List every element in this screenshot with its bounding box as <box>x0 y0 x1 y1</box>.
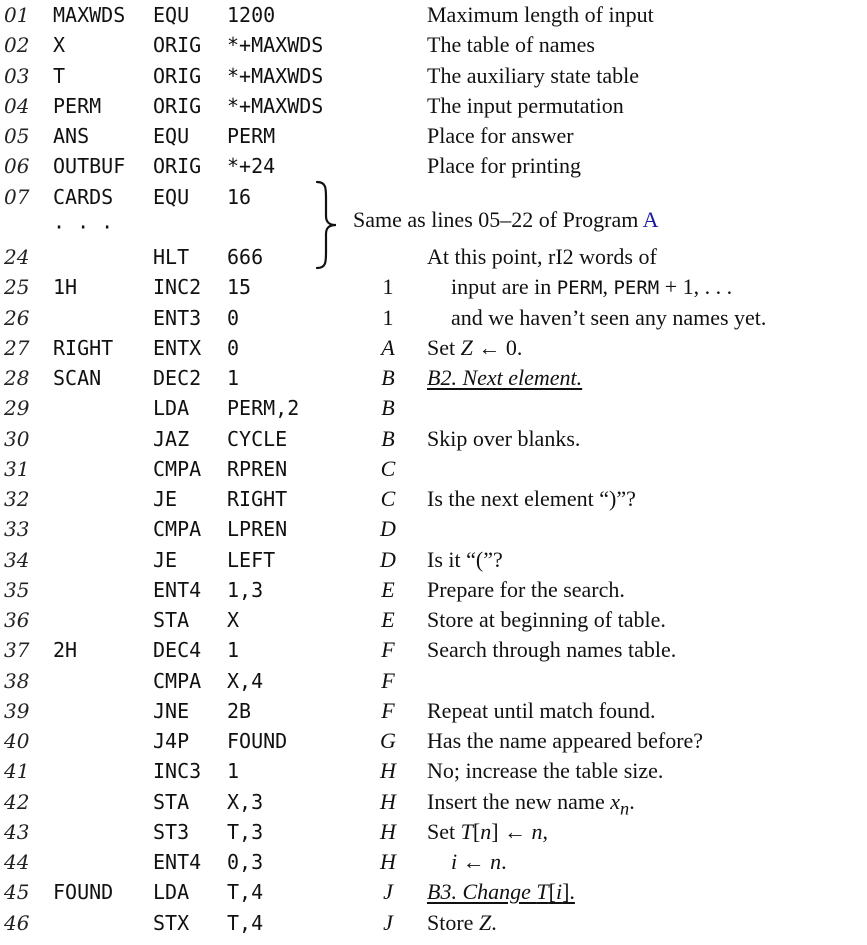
line-comment: Store Z. <box>427 909 497 935</box>
line-comment: input are in PERM, PERM + 1, . . . <box>451 274 733 300</box>
line-address: LEFT <box>227 547 276 572</box>
line-comment: The input permutation <box>427 92 624 118</box>
ellipsis: · · · <box>53 214 114 239</box>
line-opcode: ENT4 <box>153 577 202 602</box>
line-opcode: ORIG <box>153 154 202 179</box>
line-label: FOUND <box>53 880 114 905</box>
line-label: PERM <box>53 93 102 118</box>
line-opcode: LDA <box>153 880 190 905</box>
line-opcode: ORIG <box>153 63 202 88</box>
line-address: PERM <box>227 124 276 148</box>
line-frequency: C <box>380 486 396 511</box>
line-opcode: EQU <box>153 124 190 148</box>
code-line <box>0 726 867 756</box>
line-address: 1 <box>227 638 240 663</box>
line-number: 43 <box>4 819 30 844</box>
code-line <box>0 393 867 423</box>
line-label: RIGHT <box>53 335 114 360</box>
line-frequency: B <box>381 365 395 390</box>
line-label: X <box>53 33 66 58</box>
line-comment: i ← n. <box>451 849 507 874</box>
code-line <box>0 696 867 726</box>
code-line <box>0 877 867 907</box>
line-number: 33 <box>4 517 30 542</box>
line-comment: Search through names table. <box>427 637 677 663</box>
step-heading: B3. Change T[i]. <box>427 879 575 905</box>
line-address: *+MAXWDS <box>227 63 324 88</box>
code-line <box>0 575 867 605</box>
brace-annotation: Same as lines 05–22 of Program A <box>353 207 659 232</box>
line-opcode: STX <box>153 910 190 935</box>
line-address: CYCLE <box>227 426 288 451</box>
code-line <box>0 242 867 272</box>
line-opcode: JNE <box>153 698 190 723</box>
line-frequency: E <box>381 576 395 602</box>
line-number: 35 <box>4 577 30 602</box>
line-number: 39 <box>4 698 30 723</box>
line-address: PERM,2 <box>227 396 300 421</box>
line-number: 30 <box>4 426 30 451</box>
line-number: 27 <box>4 335 30 360</box>
line-frequency: D <box>380 546 396 572</box>
line-number: 41 <box>4 759 30 784</box>
line-address: *+MAXWDS <box>227 93 324 118</box>
line-number: 36 <box>4 608 30 632</box>
line-comment: Insert the new name $x_n$. <box>427 788 635 818</box>
line-label: SCAN <box>53 366 102 390</box>
line-opcode: EQU <box>153 184 190 209</box>
code-line <box>0 847 867 877</box>
line-number: 03 <box>4 63 30 88</box>
line-frequency: G <box>380 728 396 753</box>
line-label: T <box>53 63 66 88</box>
code-line <box>0 787 867 817</box>
line-address: FOUND <box>227 729 288 753</box>
line-address: 1 <box>227 759 240 784</box>
step-heading: B2. Next element. <box>427 365 583 390</box>
line-frequency: B <box>381 395 395 421</box>
line-number: 05 <box>4 124 30 148</box>
line-opcode: CMPA <box>153 456 202 481</box>
line-address: 0,3 <box>227 850 264 874</box>
line-opcode: CMPA <box>153 668 202 693</box>
line-address: X,3 <box>227 789 264 814</box>
line-opcode: ORIG <box>153 33 202 58</box>
line-opcode: STA <box>153 789 190 814</box>
line-opcode: ENT3 <box>153 305 202 330</box>
line-frequency: H <box>380 849 396 874</box>
line-frequency: C <box>380 455 396 481</box>
line-frequency: H <box>380 788 396 814</box>
code-line <box>0 454 867 484</box>
line-comment: Place for printing <box>427 153 581 179</box>
line-comment: Skip over blanks. <box>427 425 581 451</box>
line-comment: Place for answer <box>427 123 574 148</box>
line-frequency: B <box>381 425 395 451</box>
code-line <box>0 61 867 91</box>
line-opcode: JAZ <box>153 426 190 451</box>
line-address: T,4 <box>227 910 264 935</box>
line-address: RIGHT <box>227 487 288 511</box>
line-number: 28 <box>4 366 30 390</box>
line-label: 2H <box>53 638 78 663</box>
code-line <box>0 0 867 30</box>
line-address: X <box>227 608 240 632</box>
line-opcode: INC2 <box>153 275 202 300</box>
line-address: 1 <box>227 366 240 390</box>
line-opcode: STA <box>153 608 190 632</box>
line-number: 42 <box>4 789 30 814</box>
line-opcode: EQU <box>153 3 190 27</box>
code-line <box>0 817 867 847</box>
line-address: X,4 <box>227 668 264 693</box>
program-link[interactable]: A <box>642 207 659 232</box>
line-address: *+24 <box>227 154 276 179</box>
line-frequency: F <box>381 637 395 663</box>
line-comment: No; increase the table size. <box>427 758 664 784</box>
line-number: 34 <box>4 547 30 572</box>
line-opcode: J4P <box>153 729 190 753</box>
line-address: 16 <box>227 184 252 209</box>
line-address: 1,3 <box>227 577 264 602</box>
code-line <box>0 545 867 575</box>
line-opcode: DEC2 <box>153 366 202 390</box>
line-opcode: HLT <box>153 245 190 269</box>
line-frequency: F <box>381 697 395 723</box>
line-comment: Maximum length of input <box>427 2 654 27</box>
code-line <box>0 151 867 181</box>
line-frequency: 1 <box>382 304 394 330</box>
code-line <box>0 272 867 302</box>
line-address: 15 <box>227 275 252 300</box>
line-number: 46 <box>4 910 30 935</box>
line-number: 02 <box>4 33 30 58</box>
line-frequency: J <box>383 879 393 905</box>
line-frequency: H <box>380 818 396 844</box>
code-line <box>0 908 867 938</box>
line-address: RPREN <box>227 456 288 481</box>
code-line <box>0 424 867 454</box>
line-number: 38 <box>4 668 30 693</box>
line-number: 25 <box>4 275 30 300</box>
code-line <box>0 605 867 635</box>
line-number: 32 <box>4 487 30 511</box>
line-address: T,4 <box>227 880 264 905</box>
code-line <box>0 30 867 60</box>
line-number: 26 <box>4 305 30 330</box>
line-opcode: INC3 <box>153 759 202 784</box>
code-line <box>0 121 867 151</box>
line-number: 06 <box>4 154 30 179</box>
line-number: 37 <box>4 638 30 663</box>
line-number: 40 <box>4 729 30 753</box>
code-line <box>0 333 867 363</box>
line-frequency: D <box>380 516 396 542</box>
line-frequency: A <box>381 334 395 360</box>
line-label: MAXWDS <box>53 3 126 27</box>
line-label: CARDS <box>53 184 114 209</box>
code-line <box>0 756 867 786</box>
line-comment: Is it “(”? <box>427 546 503 572</box>
line-comment: Repeat until match found. <box>427 697 656 723</box>
code-line <box>0 303 867 333</box>
line-frequency: E <box>381 607 395 632</box>
line-label: OUTBUF <box>53 154 126 179</box>
line-number: 07 <box>4 184 30 209</box>
line-comment: Set T[n] ← n, <box>427 818 549 844</box>
line-opcode: ENT4 <box>153 850 202 874</box>
code-line <box>0 514 867 544</box>
code-line <box>0 363 867 393</box>
line-comment: The auxiliary state table <box>427 62 639 88</box>
line-frequency: F <box>381 667 395 693</box>
line-frequency: 1 <box>382 274 394 300</box>
line-opcode: DEC4 <box>153 638 202 663</box>
line-frequency: H <box>380 758 396 784</box>
line-label: 1H <box>53 275 78 300</box>
line-opcode: ENTX <box>153 335 202 360</box>
line-number: 01 <box>4 3 30 27</box>
line-opcode: ST3 <box>153 819 190 844</box>
code-line <box>0 91 867 121</box>
line-number: 04 <box>4 93 30 118</box>
line-number: 29 <box>4 396 30 421</box>
line-opcode: CMPA <box>153 517 202 542</box>
line-comment: Store at beginning of table. <box>427 607 666 632</box>
line-address: 0 <box>227 335 240 360</box>
line-number: 44 <box>4 850 30 874</box>
line-comment: Is the next element “)”? <box>427 486 636 511</box>
code-line <box>0 666 867 696</box>
curly-brace-icon <box>312 180 342 270</box>
line-comment: Prepare for the search. <box>427 576 625 602</box>
line-number: 45 <box>4 880 30 905</box>
line-address: *+MAXWDS <box>227 33 324 58</box>
line-frequency: J <box>383 909 393 935</box>
line-opcode: JE <box>153 547 178 572</box>
code-line <box>0 635 867 665</box>
line-comment: The table of names <box>427 32 595 58</box>
line-address: 0 <box>227 305 240 330</box>
line-opcode: LDA <box>153 396 190 421</box>
line-address: 2B <box>227 698 252 723</box>
line-label: ANS <box>53 124 90 148</box>
line-opcode: JE <box>153 487 178 511</box>
line-number: 31 <box>4 456 30 481</box>
line-address: LPREN <box>227 517 288 542</box>
line-address: 666 <box>227 245 264 269</box>
line-comment: and we haven’t seen any names yet. <box>451 304 767 330</box>
line-number: 24 <box>4 245 30 269</box>
line-opcode: ORIG <box>153 93 202 118</box>
line-comment: At this point, rI2 words of <box>427 244 657 269</box>
line-comment: Has the name appeared before? <box>427 728 704 753</box>
line-comment: Set Z ← 0. <box>427 334 523 360</box>
line-address: T,3 <box>227 819 264 844</box>
code-line <box>0 484 867 514</box>
line-address: 1200 <box>227 3 276 27</box>
